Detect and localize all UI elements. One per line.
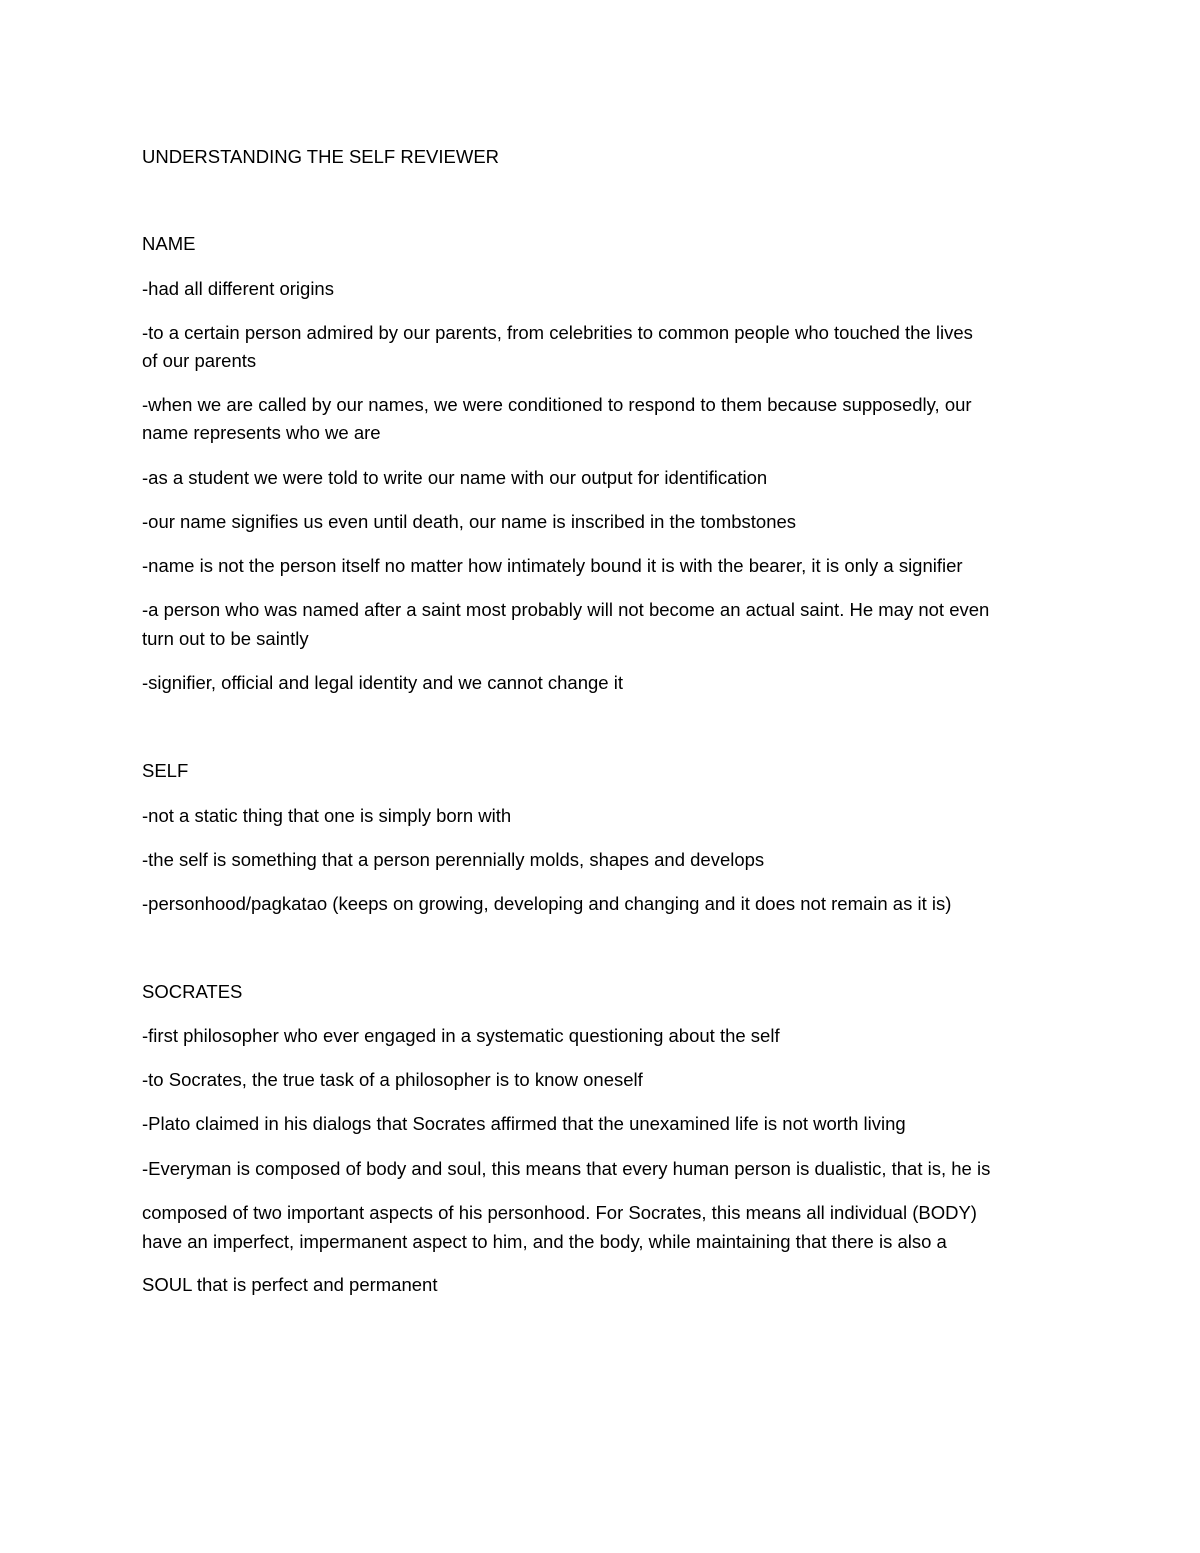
name-item: -a person who was named after a saint most probably will not become an actual saint. He may not even bbox=[142, 599, 990, 620]
section-heading-name: NAME bbox=[142, 233, 196, 254]
socrates-item: SOUL that is perfect and permanent bbox=[142, 1274, 438, 1295]
name-item: -signifier, official and legal identity and we cannot change it bbox=[142, 672, 623, 693]
section-heading-self: SELF bbox=[142, 760, 189, 781]
self-item: -not a static thing that one is simply born with bbox=[142, 805, 512, 826]
socrates-item: -Everyman is composed of body and soul, this means that every human person is dualistic, that is, he is bbox=[142, 1158, 991, 1179]
socrates-item: -Plato claimed in his dialogs that Socrates affirmed that the unexamined life is not worth living bbox=[142, 1113, 906, 1134]
section-heading-socrates: SOCRATES bbox=[142, 981, 243, 1002]
document-title: UNDERSTANDING THE SELF REVIEWER bbox=[142, 146, 500, 167]
name-item: -when we are called by our names, we were conditioned to respond to them because supposedly, our bbox=[142, 394, 972, 415]
socrates-item: -to Socrates, the true task of a philosopher is to know oneself bbox=[142, 1069, 643, 1090]
self-item: -the self is something that a person perennially molds, shapes and develops bbox=[142, 849, 765, 870]
name-item: -as a student we were told to write our name with our output for identification bbox=[142, 467, 768, 488]
name-item: turn out to be saintly bbox=[142, 628, 309, 649]
name-item: -our name signifies us even until death, our name is inscribed in the tombstones bbox=[142, 511, 797, 532]
name-item: of our parents bbox=[142, 350, 257, 371]
socrates-item: -first philosopher who ever engaged in a systematic questioning about the self bbox=[142, 1025, 780, 1046]
name-item: name represents who we are bbox=[142, 422, 381, 443]
name-item: -to a certain person admired by our parents, from celebrities to common people who touched the lives bbox=[142, 322, 973, 343]
self-item: -personhood/pagkatao (keeps on growing, developing and changing and it does not remain as it is) bbox=[142, 893, 952, 914]
socrates-item: composed of two important aspects of his personhood. For Socrates, this means all individual (BODY) bbox=[142, 1202, 977, 1223]
socrates-item: have an imperfect, impermanent aspect to him, and the body, while maintaining that there is also a bbox=[142, 1231, 947, 1252]
name-item: -had all different origins bbox=[142, 278, 334, 299]
name-item: -name is not the person itself no matter how intimately bound it is with the bearer, it is only a signifier bbox=[142, 555, 963, 576]
